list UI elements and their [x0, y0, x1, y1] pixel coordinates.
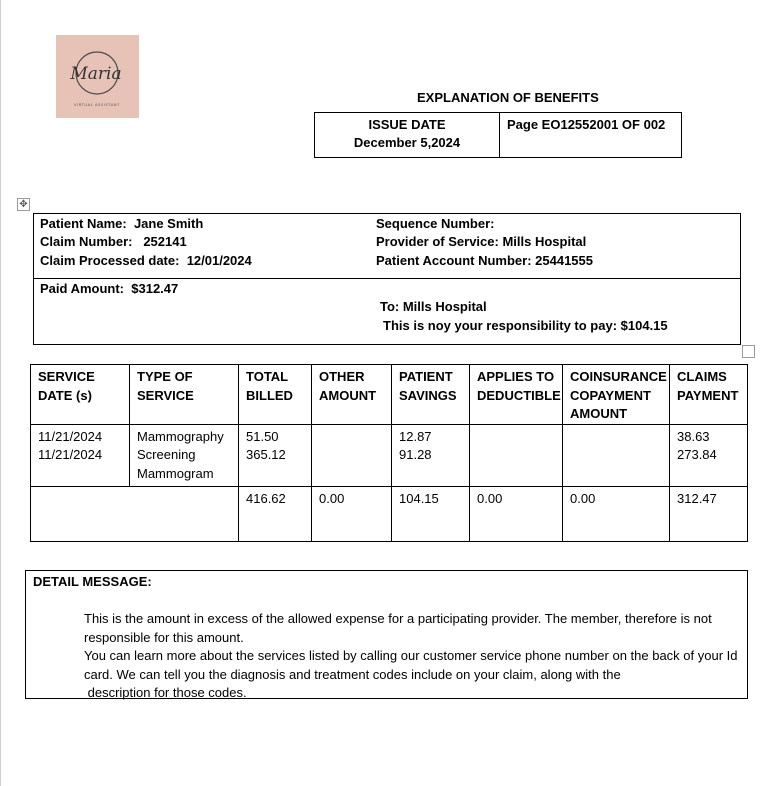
paid-amount-row	[40, 281, 178, 296]
document-title: EXPLANATION OF BENEFITS	[417, 90, 599, 105]
table-header-row	[31, 365, 748, 425]
patient-name-row	[40, 216, 203, 231]
payment-summary	[34, 279, 740, 345]
cell-deductible	[470, 424, 563, 486]
col-header-claims-payment: CLAIMS PAYMENT	[670, 365, 748, 425]
table-move-handle-icon[interactable]: ✥	[17, 198, 30, 211]
paid-amount-value: $312.47	[131, 281, 179, 296]
detail-message-box	[25, 570, 748, 699]
logo-mark	[56, 35, 139, 118]
sequence-number-label: Sequence Number:	[376, 216, 495, 231]
logo-script-text: Maria	[70, 64, 122, 84]
logo-subtitle: VIRTUAL ASSISTANT	[73, 103, 121, 107]
col-header-coinsurance: COINSURANCE COPAYMENT AMOUNT	[563, 365, 670, 425]
provider-value: Mills Hospital	[502, 234, 587, 249]
col-header-applies-to-deductible: APPLIES TO DEDUCTIBLE	[470, 365, 563, 425]
cell-service-types: Mammography Screening Mammogram	[130, 424, 239, 486]
totals-blank-cell	[31, 486, 239, 541]
total-deductible: 0.00	[470, 486, 563, 541]
patient-name-value: Jane Smith	[133, 216, 204, 231]
table-row	[31, 424, 748, 486]
paid-amount-label: Paid Amount:	[40, 281, 125, 296]
responsibility-line: This is noy your responsibility to pay: $104.15	[383, 318, 668, 333]
claim-processed-row	[40, 253, 252, 268]
claim-number-label: Claim Number:	[40, 234, 133, 249]
table-resize-handle[interactable]	[742, 345, 755, 358]
claim-number-value: 252141	[143, 234, 187, 249]
provider-label: Provider of Service:	[376, 234, 499, 249]
total-claims-payment: 312.47	[670, 486, 748, 541]
col-header-total-billed: TOTAL BILLED	[239, 365, 312, 425]
detail-message-text	[84, 610, 739, 703]
col-header-type-of-service: TYPE OF SERVICE	[130, 365, 239, 425]
issue-date-cell	[315, 113, 500, 157]
cell-coinsurance	[563, 424, 670, 486]
detail-message-line-2: You can learn more about the services listed by calling our customer service phone number on the back of your Id card. We can tell you the diagnosis and treatment codes include on your claim, along with the	[84, 648, 738, 682]
total-coinsurance: 0.00	[563, 486, 670, 541]
detail-message-line-1: This is the amount in excess of the allowed expense for a participating provider. The member, therefore is not responsible for this amount.	[84, 611, 712, 645]
page-edge	[0, 0, 1, 786]
totals-row	[31, 486, 748, 541]
total-patient-savings: 104.15	[392, 486, 470, 541]
claim-number-row	[40, 234, 187, 249]
issue-info-box	[314, 112, 682, 158]
cell-claims-payment: 38.63 273.84	[670, 424, 748, 486]
patient-info-box	[33, 213, 741, 345]
cell-other-amount	[312, 424, 392, 486]
cell-service-dates: 11/21/2024 11/21/2024	[31, 424, 130, 486]
col-header-other-amount: OTHER AMOUNT	[312, 365, 392, 425]
detail-message-line-3: description for those codes.	[84, 685, 247, 700]
company-logo	[56, 35, 139, 118]
total-billed-sum: 416.62	[239, 486, 312, 541]
cell-total-billed: 51.50 365.12	[239, 424, 312, 486]
issue-date-label: ISSUE DATE	[368, 117, 446, 132]
payee-line: To: Mills Hospital	[380, 299, 487, 314]
page-number: Page EO12552001 OF 002	[507, 117, 666, 132]
total-other-amount: 0.00	[312, 486, 392, 541]
claim-processed-label: Claim Processed date:	[40, 253, 180, 268]
col-header-patient-savings: PATIENT SAVINGS	[392, 365, 470, 425]
provider-row	[376, 234, 586, 249]
claim-processed-value: 12/01/2024	[186, 253, 252, 268]
claims-table	[30, 364, 748, 542]
account-number-label: Patient Account Number:	[376, 253, 532, 268]
col-header-service-date: SERVICE DATE (s)	[31, 365, 130, 425]
cell-patient-savings: 12.87 91.28	[392, 424, 470, 486]
page-number-cell	[500, 113, 681, 157]
detail-message-label: DETAIL MESSAGE:	[33, 574, 152, 589]
account-number-row	[376, 253, 593, 268]
patient-name-label: Patient Name:	[40, 216, 127, 231]
account-number-value: 25441555	[535, 253, 593, 268]
patient-info-top	[34, 214, 740, 279]
issue-date-value: December 5,2024	[353, 135, 461, 150]
